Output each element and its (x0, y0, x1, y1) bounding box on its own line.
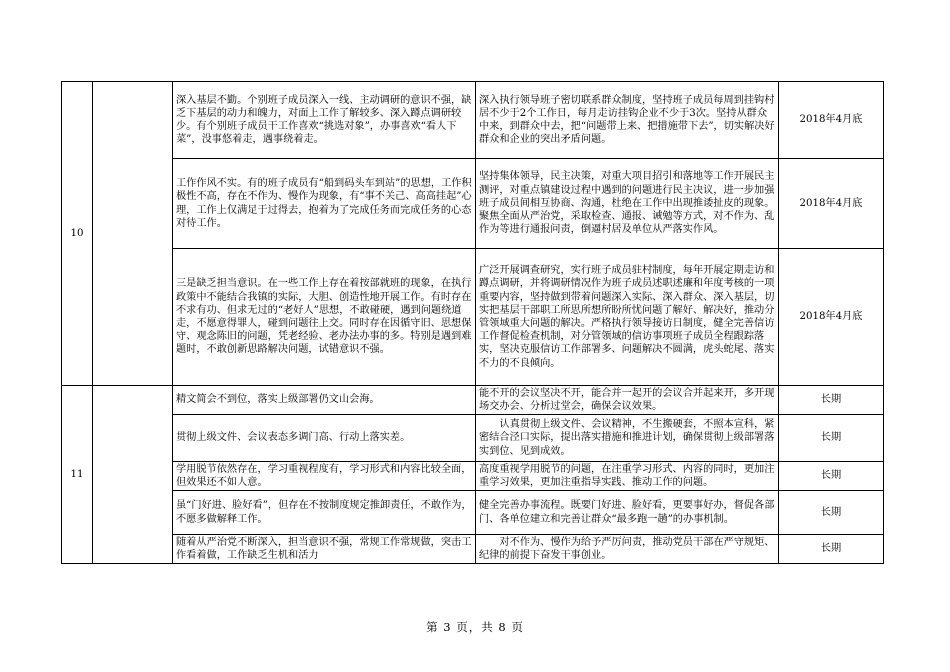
deadline-cell: 长期 (779, 386, 884, 415)
deadline-cell: 长期 (779, 415, 884, 462)
category-cell (93, 386, 173, 564)
deadline-cell: 长期 (779, 462, 884, 491)
item-number: 10 (62, 82, 93, 386)
measure-cell: 对不作为、慢作为给予严厉问责，推动党员干部在严守规矩、纪律的前提下奋发干事创业。 (476, 535, 779, 564)
table-row (62, 415, 884, 462)
deadline-cell: 2018年4月底 (779, 159, 884, 249)
table-row (62, 249, 884, 386)
rectification-table (61, 81, 884, 564)
table-row (62, 82, 884, 159)
measure-cell: 坚持集体领导，民主决策，对重大项目招引和落地等工作开展民主测评，对重点镇建设过程中遇到的问题进行民主决议，进一步加强班子成员间相互协商、沟通，杜绝在工作中出现推诿扯皮的现象。聚焦全面从严治党，采取检查、通报、诫勉等方式，对不作为、乱作为等进行通报问责，倒逼村居及单位从严落实作风。 (476, 159, 779, 249)
problem-cell: 深入基层不勤。个别班子成员深入一线、主动调研的意识不强，缺乏下基层的动力和魄力，对面上工作了解较多、深入蹲点调研较少。有个别班子成员干工作喜欢“挑选对象”，办事喜欢“看人下菜”，没事悠着走，遇事绕着走。 (173, 82, 476, 159)
problem-cell: 工作作风不实。有的班子成员有“船到码头车到站”的思想，工作积极性不高，存在不作为、慢作为现象，有“事不关己、高高挂起”心理，工作上仅满足于过得去，抱着为了完成任务而完成任务的心态对待工作。 (173, 159, 476, 249)
problem-cell: 学用脱节依然存在，学习重视程度有，学习形式和内容比较全面，但效果还不如人意。 (173, 462, 476, 491)
measure-cell: 健全完善办事流程。既要门好进、脸好看，更要事好办，督促各部门、各单位建立和完善让群众“最多跑一趟”的办事机制。 (476, 491, 779, 535)
category-cell (93, 82, 173, 386)
measure-cell: 高度重视学用脱节的问题，在注重学习形式、内容的同时，更加注重学习效果，更加注重指导实践、推动工作的问题。 (476, 462, 779, 491)
table-row (62, 535, 884, 564)
deadline-cell: 长期 (779, 535, 884, 564)
problem-cell: 三是缺乏担当意识。在一些工作上存在着按部就班的现象，在执行政策中不能结合我镇的实际，大胆、创造性地开展工作。有时存在不求有功、但求无过的“老好人”思想，不敢碰硬，遇到问题绕道走，不愿意得罪人，碰到问题往上交。同时存在因循守旧、思想保守、观念陈旧的问题，凭老经验、老办法办事的多。特别是遇到难题时，不敢创新思路解决问题，试错意识不强。 (173, 249, 476, 386)
deadline-cell: 长期 (779, 491, 884, 535)
table-row (62, 491, 884, 535)
problem-cell: 精文简会不到位，落实上级部署仍文山会海。 (173, 386, 476, 415)
item-number: 11 (62, 386, 93, 564)
problem-cell: 随着从严治党不断深入，担当意识不强，常规工作常规做，突击工作看着做，工作缺乏生机和活力 (173, 535, 476, 564)
measure-cell: 能不开的会议坚决不开，能合并一起开的会议合并起来开，多开现场交办会、分析过堂会，确保会议效果。 (476, 386, 779, 415)
measure-cell: 广泛开展调查研究，实行班子成员驻村制度，每年开展定期走访和蹲点调研，并将调研情况作为班子成员述职述廉和年度考核的一项重要内容，坚持做到带着问题深入实际、深入群众、深入基层，切实把基层干部职工所思所想所盼所忧问题了解好、解决好，推动分管领域重大问题的解决。严格执行领导接访日制度，健全完善信访工作督促检查机制，对分管领域的信访事项班子成员全程跟踪落实，坚决克服信访工作部署多、问题解决不圆满，虎头蛇尾、落实不力的不良倾向。 (476, 249, 779, 386)
table-row (62, 159, 884, 249)
table-row (62, 386, 884, 415)
deadline-cell: 2018年4月底 (779, 82, 884, 159)
table-row (62, 462, 884, 491)
measure-cell: 深入执行领导班子密切联系群众制度，坚持班子成员每周到挂钩村居不少于2个工作日，每月走访挂钩企业不少于3次。坚持从群众中来，到群众中去，把“问题带上来、把措施带下去”，切实解决好群众和企业的突出矛盾问题。 (476, 82, 779, 159)
measure-cell: 认真贯彻上级文件、会议精神，不生搬硬套，不照本宣科，紧密结合泾口实际，提出落实措施和推进计划，确保贯彻上级部署落实到位、见到成效。 (476, 415, 779, 462)
deadline-cell: 2018年4月底 (779, 249, 884, 386)
page-footer: 第 3 页，共 8 页 (426, 620, 524, 634)
problem-cell: 贯彻上级文件、会议表态多调门高、行动上落实差。 (173, 415, 476, 462)
problem-cell: 虽“门好进、脸好看”，但存在不按制度规定推卸责任，不敢作为，不愿多做解释工作。 (173, 491, 476, 535)
